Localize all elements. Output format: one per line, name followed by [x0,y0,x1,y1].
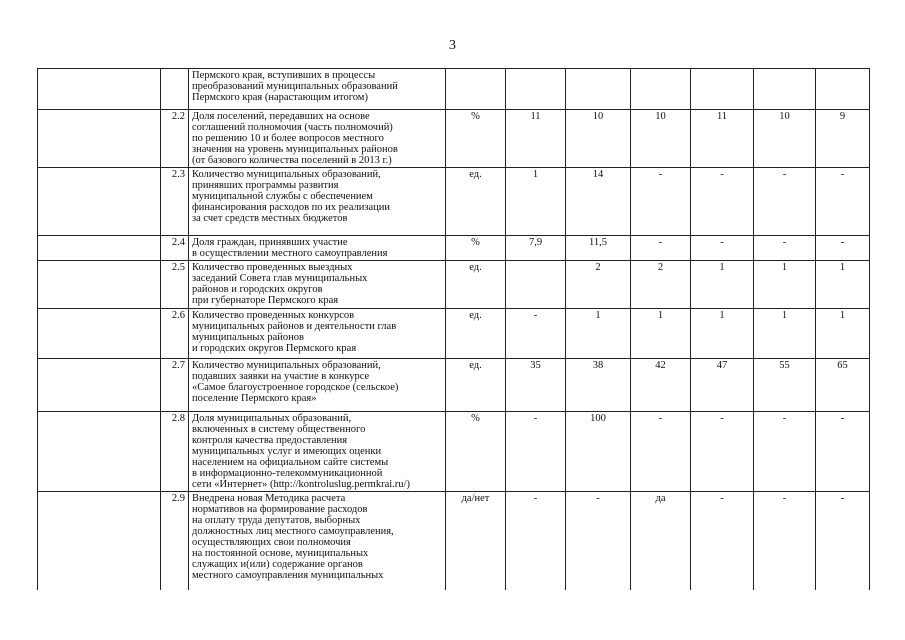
description-line: Количество проведенных конкурсов [192,310,355,321]
value-cell: 9 [816,110,870,168]
indicator-description [189,309,446,359]
row-number: 2.5 [161,261,189,309]
value-cell: 10 [631,110,691,168]
description-line: финансирования расходов по их реализации [192,202,390,213]
unit-cell: ед. [446,309,506,359]
description-line: сети «Интернет» (http://kontroluslug.permkrai.ru/) [192,479,410,490]
value-cell [631,69,691,110]
table-row [38,309,870,359]
description-line: Пермского края (нарастающим итогом) [192,92,368,103]
table-row [38,168,870,236]
value-cell: 1 [631,309,691,359]
unit-cell: % [446,110,506,168]
value-cell: 42 [631,359,691,412]
indicator-description [189,492,446,590]
description-line: населением на официальном сайте системы [192,457,389,468]
section-cell [38,309,161,359]
indicator-description [189,168,446,236]
section-cell [38,359,161,412]
value-cell: 1 [566,309,631,359]
value-cell [566,69,631,110]
description-line: поселение Пермского края» [192,393,317,404]
table-row [38,412,870,492]
description-line: (от базового количества поселений в 2013 г.) [192,155,392,166]
description-line: преобразований муниципальных образований [192,81,398,92]
value-cell: 47 [691,359,754,412]
row-number: 2.2 [161,110,189,168]
page-number: 3 [449,38,456,53]
value-cell: - [506,412,566,492]
value-cell: 1 [816,309,870,359]
value-cell [754,69,816,110]
description-line: в осуществлении местного самоуправления [192,248,388,259]
section-cell [38,168,161,236]
section-cell [38,110,161,168]
value-cell: 11 [691,110,754,168]
indicator-description [189,69,446,110]
value-cell: - [691,492,754,590]
section-cell [38,261,161,309]
value-cell: 38 [566,359,631,412]
description-line: служащих и(или) содержание органов [192,559,363,570]
unit-cell: ед. [446,168,506,236]
description-line: по решению 10 и более вопросов местного [192,133,384,144]
unit-cell: да/нет [446,492,506,590]
value-cell: - [566,492,631,590]
value-cell: - [754,168,816,236]
value-cell: - [691,168,754,236]
value-cell: 1 [691,309,754,359]
value-cell: - [816,492,870,590]
indicator-description [189,236,446,261]
indicator-description [189,261,446,309]
description-line: Доля муниципальных образований, [192,413,352,424]
value-cell: 100 [566,412,631,492]
description-line: и городских округов Пермского края [192,343,357,354]
value-cell: - [816,412,870,492]
value-cell: - [816,168,870,236]
value-cell: 10 [754,110,816,168]
description-line: заседаний Совета глав муниципальных [192,273,368,284]
row-number: 2.6 [161,309,189,359]
description-line: за счет средств местных бюджетов [192,213,348,224]
unit-cell: % [446,412,506,492]
section-cell [38,69,161,110]
description-line: муниципальной службы с обеспечением [192,191,373,202]
value-cell: 1 [691,261,754,309]
value-cell: - [754,492,816,590]
table-row [38,261,870,309]
unit-cell: ед. [446,359,506,412]
description-line: «Самое благоустроенное городское (сельское) [192,382,399,393]
value-cell: 55 [754,359,816,412]
value-cell [506,69,566,110]
indicator-description [189,412,446,492]
row-number [161,69,189,110]
description-line: районов и городских округов [192,284,323,295]
value-cell: - [506,492,566,590]
value-cell: 1 [506,168,566,236]
row-number: 2.8 [161,412,189,492]
value-cell: - [631,168,691,236]
table-row [38,492,870,590]
value-cell: да [631,492,691,590]
indicator-description [189,110,446,168]
description-line: муниципальных районов [192,332,304,343]
value-cell: 1 [816,261,870,309]
description-line: Количество проведенных выездных [192,262,353,273]
value-cell: 10 [566,110,631,168]
description-line: Доля поселений, передавших на основе [192,111,370,122]
value-cell: 7,9 [506,236,566,261]
description-line: включенных в систему общественного [192,424,366,435]
description-line: муниципальных районов и деятельности глав [192,321,397,332]
value-cell: - [816,236,870,261]
description-line: осуществляющих свои полномочия [192,537,351,548]
value-cell: 11,5 [566,236,631,261]
unit-cell: ед. [446,261,506,309]
value-cell: - [631,236,691,261]
description-line: принявших программы развития [192,180,339,191]
table-row [38,69,870,110]
description-line: Пермского края, вступивших в процессы [192,70,376,81]
section-cell [38,236,161,261]
description-line: на постоянной основе, муниципальных [192,548,369,559]
value-cell: 65 [816,359,870,412]
description-line: соглашений полномочия (часть полномочий) [192,122,393,133]
indicator-description [189,359,446,412]
unit-cell [446,69,506,110]
table-row [38,236,870,261]
value-cell: - [691,236,754,261]
value-cell: - [631,412,691,492]
value-cell [506,261,566,309]
value-cell: - [754,412,816,492]
row-number: 2.9 [161,492,189,590]
description-line: подавших заявки на участие в конкурсе [192,371,370,382]
table-row [38,359,870,412]
description-line: при губернаторе Пермского края [192,295,339,306]
value-cell: - [691,412,754,492]
section-cell [38,412,161,492]
table-row [38,110,870,168]
description-line: значения на уровень муниципальных районов [192,144,398,155]
description-line: местного самоуправления муниципальных [192,570,384,581]
row-number: 2.7 [161,359,189,412]
row-number: 2.3 [161,168,189,236]
section-cell [38,492,161,590]
row-number: 2.4 [161,236,189,261]
description-line: контроля качества предоставления [192,435,348,446]
description-line: Количество муниципальных образований, [192,169,381,180]
indicators-table [37,68,870,590]
value-cell: 2 [631,261,691,309]
value-cell: 35 [506,359,566,412]
description-line: муниципальных услуг и имеющих оценки [192,446,382,457]
value-cell: - [506,309,566,359]
description-line: Количество муниципальных образований, [192,360,381,371]
value-cell: 11 [506,110,566,168]
description-line: Внедрена новая Методика расчета [192,493,346,504]
value-cell [691,69,754,110]
description-line: должностных лиц местного самоуправления, [192,526,394,537]
value-cell: 1 [754,309,816,359]
value-cell: 1 [754,261,816,309]
description-line: нормативов на формирование расходов [192,504,368,515]
description-line: на оплату труда депутатов, выборных [192,515,361,526]
description-line: Доля граждан, принявших участие [192,237,348,248]
value-cell [816,69,870,110]
value-cell: 2 [566,261,631,309]
description-line: в информационно-телекоммуникационной [192,468,383,479]
value-cell: - [754,236,816,261]
value-cell: 14 [566,168,631,236]
unit-cell: % [446,236,506,261]
